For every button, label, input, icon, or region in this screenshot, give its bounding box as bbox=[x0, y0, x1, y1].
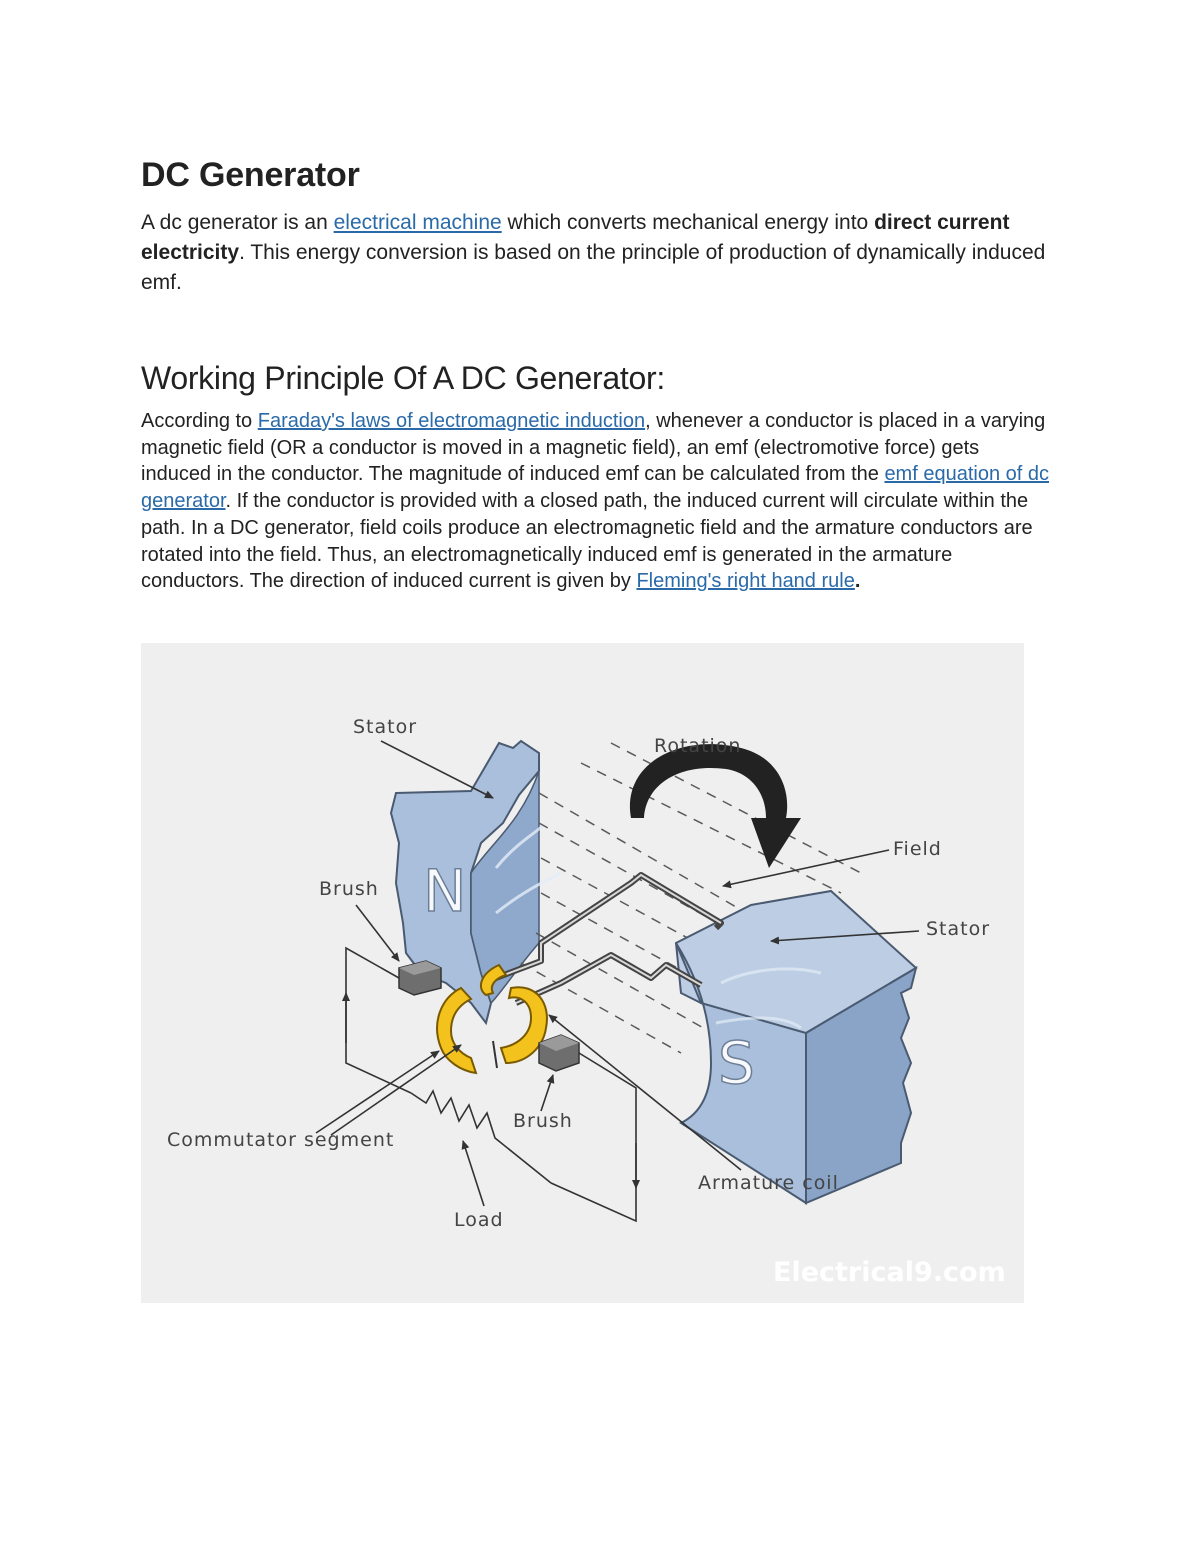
label-commutator: Commutator segment bbox=[167, 1129, 395, 1151]
body-text-4: . bbox=[854, 570, 861, 593]
south-pole-label: S bbox=[718, 1029, 755, 1097]
intro-bold-text: direct current electricity bbox=[141, 211, 1010, 264]
intro-text-3: . This energy conversion is based on the principle of production of dynamically induced emf. bbox=[141, 241, 1046, 294]
diagram-svg bbox=[141, 643, 1024, 1303]
page-title: DC Generator bbox=[141, 156, 360, 194]
dc-generator-diagram bbox=[141, 643, 1024, 1303]
faraday-laws-link[interactable]: Faraday's laws of electromagnetic induction bbox=[257, 410, 646, 432]
watermark: Electrical9.com bbox=[773, 1257, 1006, 1288]
label-rotation: Rotation bbox=[654, 735, 742, 757]
label-armature: Armature coil bbox=[698, 1172, 839, 1194]
body-paragraph bbox=[141, 408, 1051, 595]
intro-text-2: which converts mechanical energy into bbox=[501, 211, 875, 234]
body-text-3: . If the conductor is provided with a closed path, the induced current will circulate within the path. In a DC generator, field coils produce an electromagnetic field and the armature conductors are rotated into the field. Thus, an electromagnetically induced emf is generated in the armature conductors. The direction of induced current is given by bbox=[141, 490, 1033, 593]
flemings-rule-link[interactable]: Fleming's right hand rule bbox=[636, 570, 855, 593]
south-stator bbox=[676, 891, 916, 1203]
intro-text-1: A dc generator is an bbox=[141, 211, 334, 234]
label-stator-top: Stator bbox=[353, 716, 418, 738]
label-stator-right: Stator bbox=[926, 918, 991, 940]
label-load: Load bbox=[454, 1209, 504, 1231]
label-brush-bottom: Brush bbox=[513, 1110, 573, 1132]
label-field: Field bbox=[893, 838, 942, 860]
emf-equation-link[interactable]: emf equation of dc generator bbox=[141, 463, 1049, 513]
intro-paragraph bbox=[141, 208, 1051, 298]
electrical-machine-link[interactable]: electrical machine bbox=[333, 211, 502, 234]
body-text-2: , whenever a conductor is placed in a varying magnetic field (OR a conductor is moved in a magnetic field), an emf (electromotive force) gets induced in the conductor. The magnitude of induced emf can be calculated from the bbox=[141, 410, 1046, 486]
body-text-1: According to bbox=[141, 410, 258, 432]
label-brush-top: Brush bbox=[319, 878, 379, 900]
section-heading: Working Principle Of A DC Generator: bbox=[141, 360, 665, 396]
article bbox=[141, 150, 1051, 595]
north-pole-label: N bbox=[423, 857, 467, 925]
rotation-arrow bbox=[630, 744, 801, 868]
